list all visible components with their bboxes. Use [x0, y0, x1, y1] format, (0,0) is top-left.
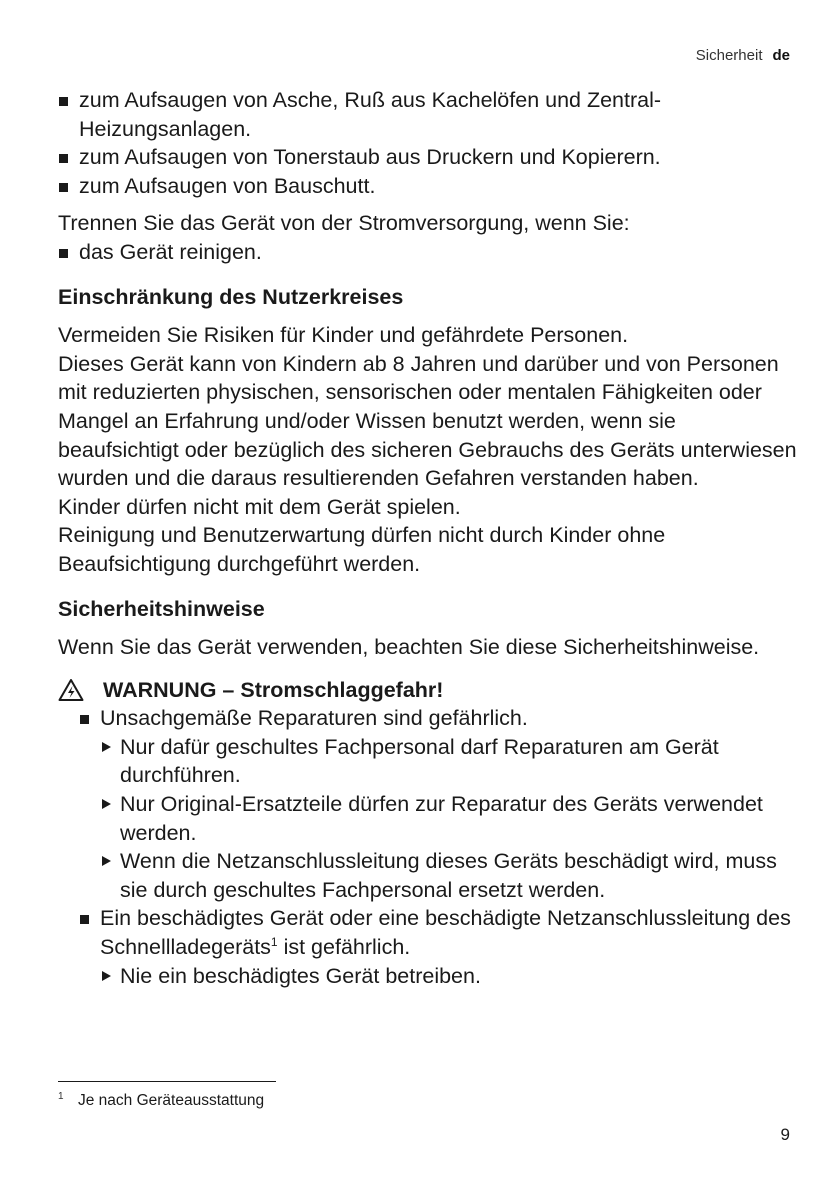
list-item: Unsachgemäße Reparaturen sind gefährlich.: [79, 704, 798, 733]
restriction-line: Reinigung und Benutzerwartung dürfen nicht durch Kinder ohne Beaufsichtigung durchgeführt werden.: [58, 523, 666, 576]
footnote: [58, 1092, 264, 1110]
list-item: zum Aufsaugen von Asche, Ruß aus Kachelöfen und Zentral-Heizungsanlagen.: [58, 86, 798, 143]
restriction-line: Kinder dürfen nicht mit dem Gerät spielen.: [58, 494, 461, 519]
warning-title: [58, 676, 798, 705]
list-item: Nie ein beschädigtes Gerät betreiben.: [100, 962, 798, 991]
restriction-line: Vermeiden Sie Risiken für Kinder und gefährdete Personen.: [58, 323, 629, 348]
list-item: zum Aufsaugen von Bauschutt.: [58, 172, 798, 201]
list-item-text-tail: ist gefährlich.: [277, 935, 411, 960]
list-item: das Gerät reinigen.: [58, 238, 798, 267]
header-lang: de: [772, 47, 790, 64]
list-item: zum Aufsaugen von Tonerstaub aus Druckern und Kopierern.: [58, 143, 798, 172]
warning-triangle-icon: [58, 678, 84, 702]
excluded-uses-list: [58, 86, 798, 200]
footnote-text: Je nach Geräteausstattung: [78, 1092, 265, 1109]
disconnect-list: [58, 238, 798, 267]
warning-list-2: [79, 904, 798, 961]
list-item-text: Ein beschädigtes Gerät oder eine beschädigte Netzanschlussleitung des Schnellladegeräts: [100, 906, 791, 960]
restriction-line: Dieses Gerät kann von Kindern ab 8 Jahren und darüber und von Personen mit reduzierten physischen, sensorischen oder mentalen Fähigkeiten oder Mangel an Erfahrung und/oder Wissen benutzt werden, wenn sie beaufsichtigt oder bezüglich des sicheren Gebrauchs des Geräts unterwiesen wurden und die daraus resultierenden Gefahren verstanden haben.: [58, 351, 797, 491]
list-item: Nur Original-Ersatzteile dürfen zur Reparatur des Geräts verwendet werden.: [100, 790, 798, 847]
warning-list: [79, 704, 798, 733]
list-item: Wenn die Netzanschlussleitung dieses Geräts beschädigt wird, muss sie durch geschultes Fachpersonal ersetzt werden.: [100, 847, 798, 904]
section-heading-restriction: Einschränkung des Nutzerkreises: [58, 284, 404, 309]
footnote-mark: 1: [58, 1091, 64, 1102]
list-item: Nur dafür geschultes Fachpersonal darf Reparaturen am Gerät durchführen.: [100, 733, 798, 790]
footnote-rule: [58, 1081, 276, 1082]
warning-steps-1: [100, 733, 798, 905]
footnote-ref: 1: [270, 935, 278, 950]
restriction-text: [58, 321, 798, 578]
page-header: [696, 47, 790, 64]
disconnect-paragraph: Trennen Sie das Gerät von der Stromversorgung, wenn Sie:: [58, 211, 630, 236]
warning-block: [58, 676, 798, 991]
page-number: 9: [780, 1125, 790, 1144]
header-section: Sicherheit: [695, 47, 763, 64]
warning-steps-2: [100, 962, 798, 991]
safety-intro: Wenn Sie das Gerät verwenden, beachten Sie diese Sicherheitshinweise.: [58, 635, 760, 660]
main-content: [58, 86, 798, 990]
section-heading-safety: Sicherheitshinweise: [58, 596, 265, 621]
list-item: [79, 904, 798, 961]
warning-title-text: WARNUNG – Stromschlaggefahr!: [103, 677, 444, 702]
